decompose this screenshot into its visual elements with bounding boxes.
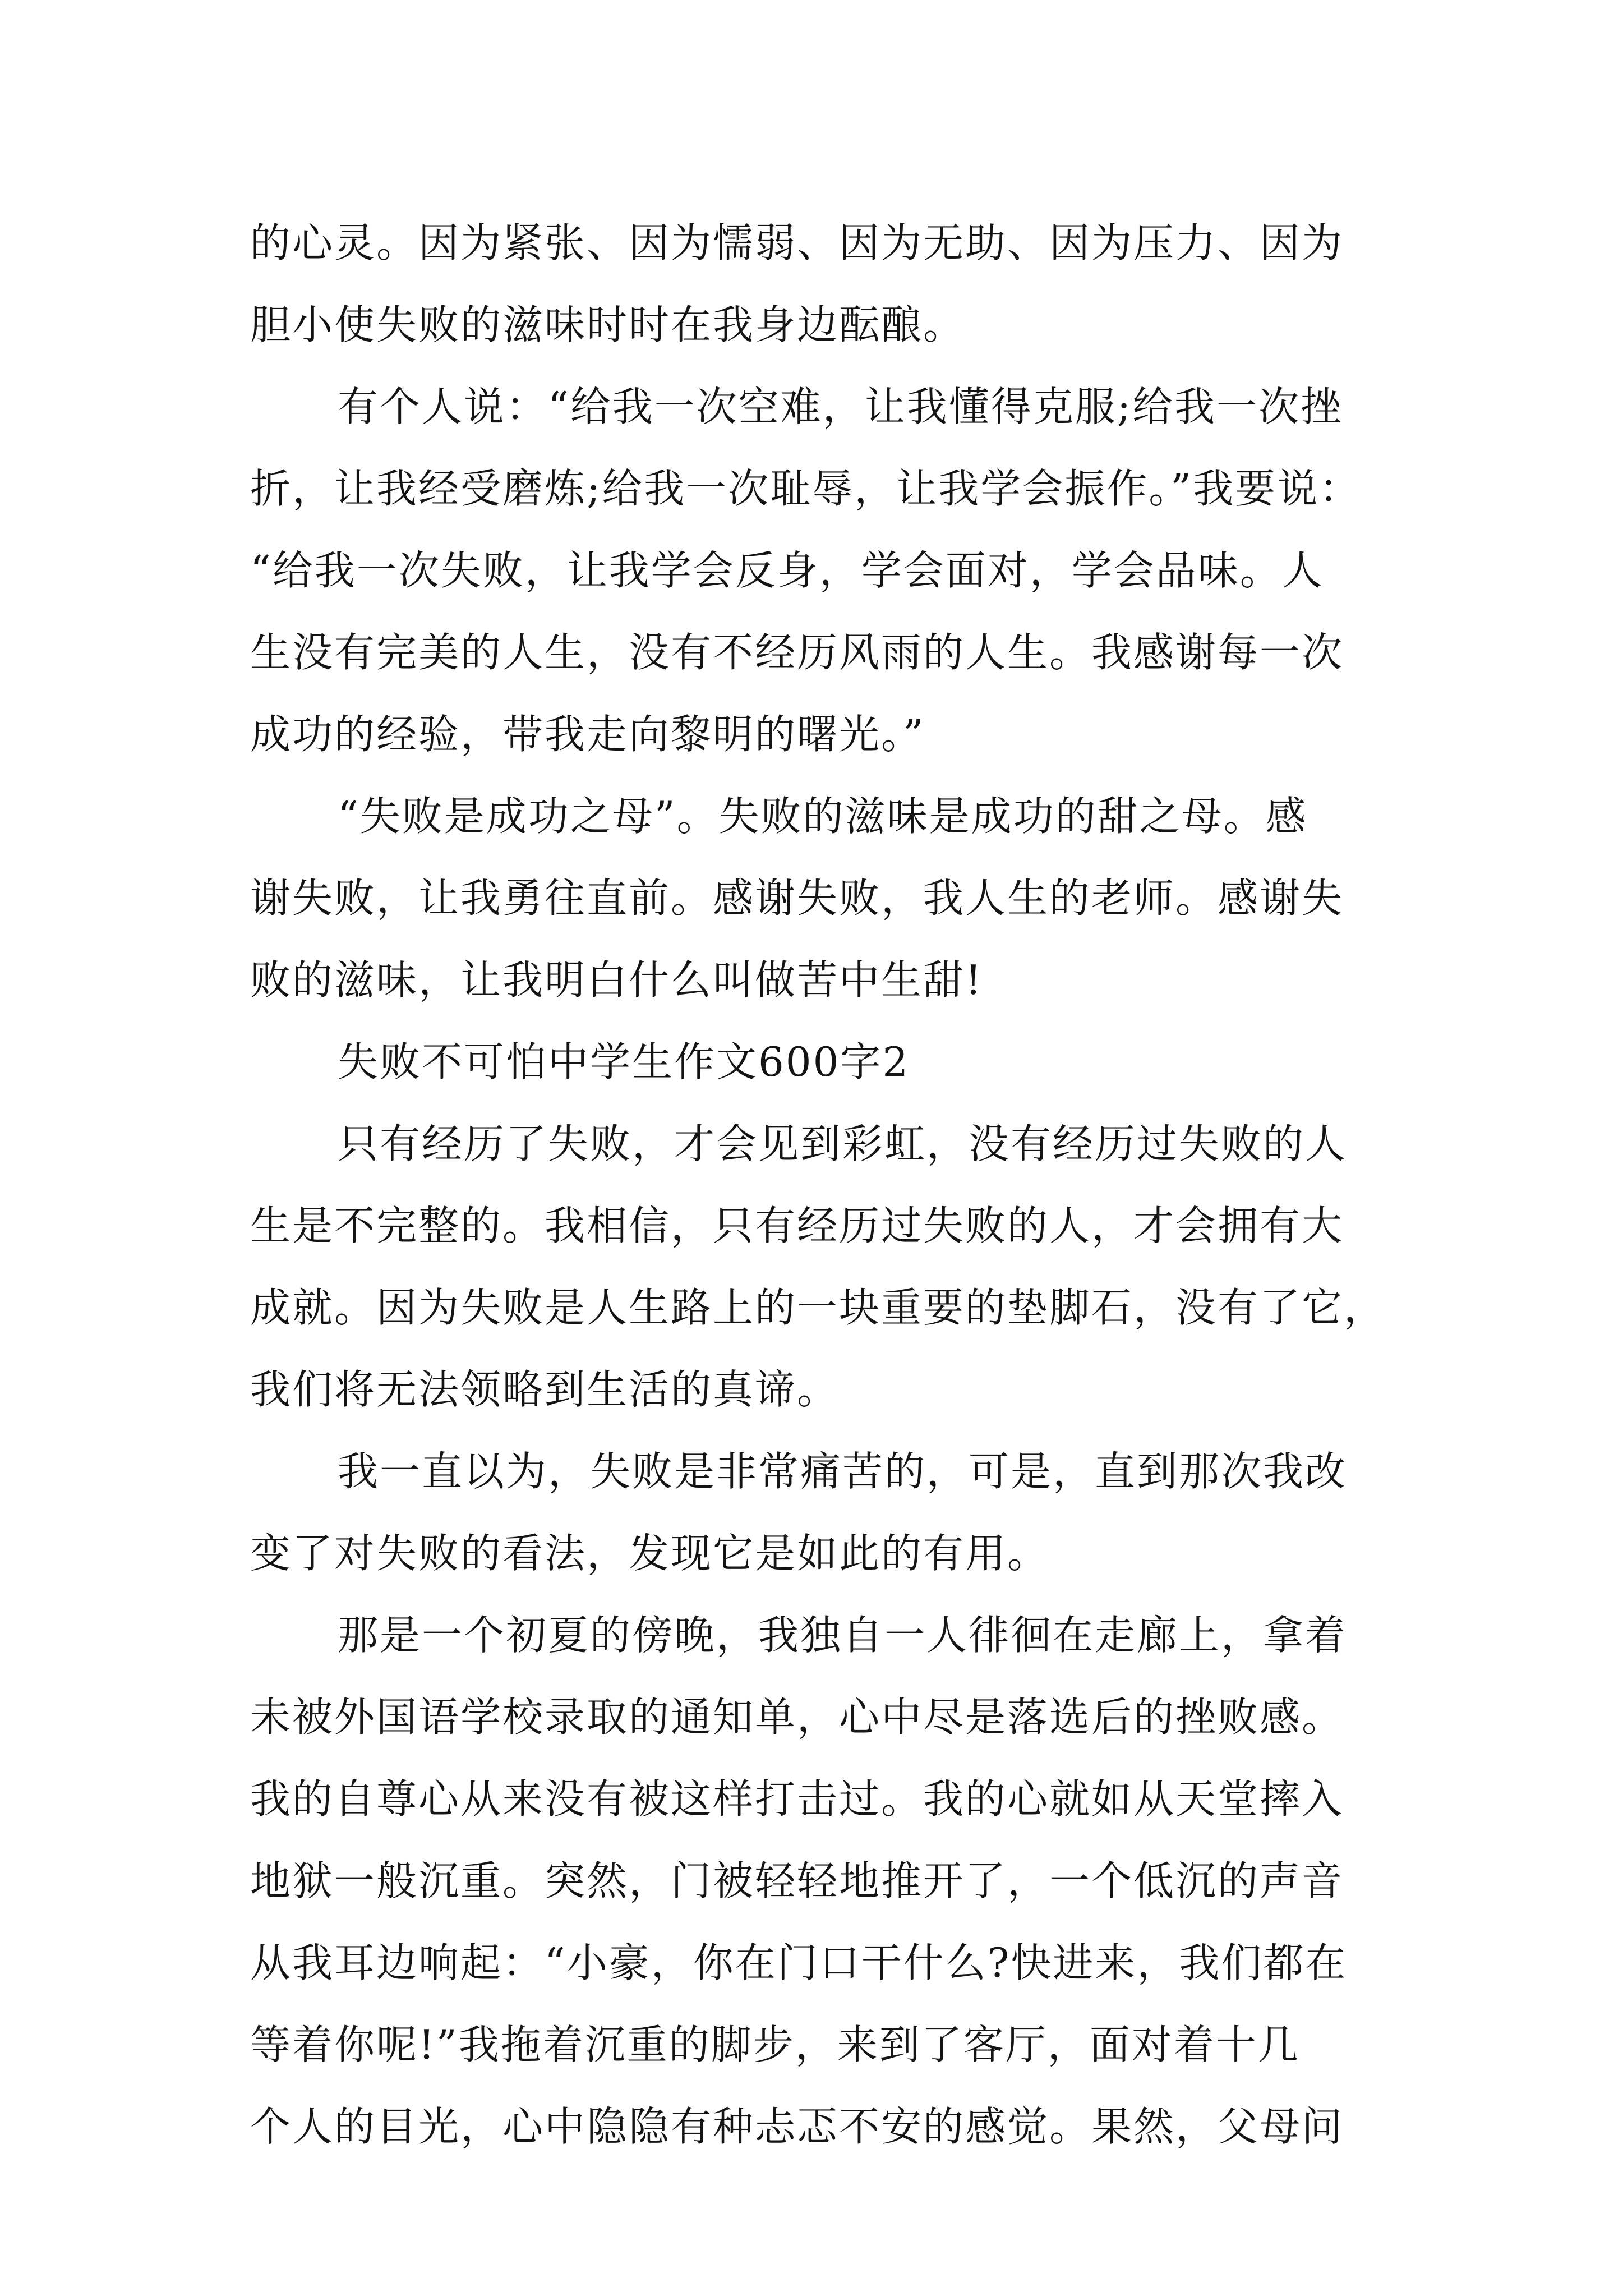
text-line: 只有经历了失败，才会见到彩虹，没有经历过失败的人 <box>338 1120 1348 1167</box>
text-line: 生是不完整的。我相信，只有经历过失败的人，才会拥有大 <box>250 1202 1344 1249</box>
section-heading: 失败不可怕中学生作文600字2 <box>338 1038 910 1085</box>
document-body <box>250 202 1405 2168</box>
text-line: 成功的经验，带我走向黎明的曙光。” <box>250 711 925 758</box>
text-line: 变了对失败的看法，发现它是如此的有用。 <box>250 1530 1050 1577</box>
text-line: 败的滋味，让我明白什么叫做苦中生甜! <box>250 956 983 1004</box>
text-line: 地狱一般沉重。突然，门被轻轻地推开了，一个低沉的声音 <box>250 1857 1344 1904</box>
text-line: 折，让我经受磨炼;给我一次耻辱，让我学会振作。”我要说： <box>250 465 1362 512</box>
text-line: 的心灵。因为紧张、因为懦弱、因为无助、因为压力、因为 <box>250 219 1344 266</box>
text-line: 未被外国语学校录取的通知单，心中尽是落选后的挫败感。 <box>250 1694 1344 1741</box>
text-line: 成就。因为失败是人生路上的一块重要的垫脚石，没有了它， <box>250 1284 1386 1331</box>
text-line: 从我耳边响起：“小豪，你在门口干什么?快进来，我们都在 <box>250 1939 1348 1986</box>
text-line: 生没有完美的人生，没有不经历风雨的人生。我感谢每一次 <box>250 629 1344 676</box>
text-line: 谢失败，让我勇往直前。感谢失败，我人生的老师。感谢失 <box>250 875 1344 922</box>
text-line: 我们将无法领略到生活的真谛。 <box>250 1366 840 1413</box>
text-line: “给我一次失败，让我学会反身，学会面对，学会品味。人 <box>250 547 1324 594</box>
text-line: 有个人说：“给我一次空难，让我懂得克服;给我一次挫 <box>338 383 1343 430</box>
text-line: 等着你呢!”我拖着沉重的脚步，来到了客厅，面对着十几 <box>250 2021 1300 2068</box>
text-line: “失败是成功之母”。失败的滋味是成功的甜之母。感 <box>338 793 1308 840</box>
text-line: 我一直以为，失败是非常痛苦的，可是，直到那次我改 <box>338 1448 1348 1495</box>
text-line: 我的自尊心从来没有被这样打击过。我的心就如从天堂摔入 <box>250 1775 1344 1823</box>
text-line: 胆小使失败的滋味时时在我身边酝酿。 <box>250 301 966 348</box>
text-line: 个人的目光，心中隐隐有种忐忑不安的感觉。果然，父母问 <box>250 2103 1344 2150</box>
text-line: 那是一个初夏的傍晚，我独自一人徘徊在走廊上，拿着 <box>338 1612 1348 1659</box>
